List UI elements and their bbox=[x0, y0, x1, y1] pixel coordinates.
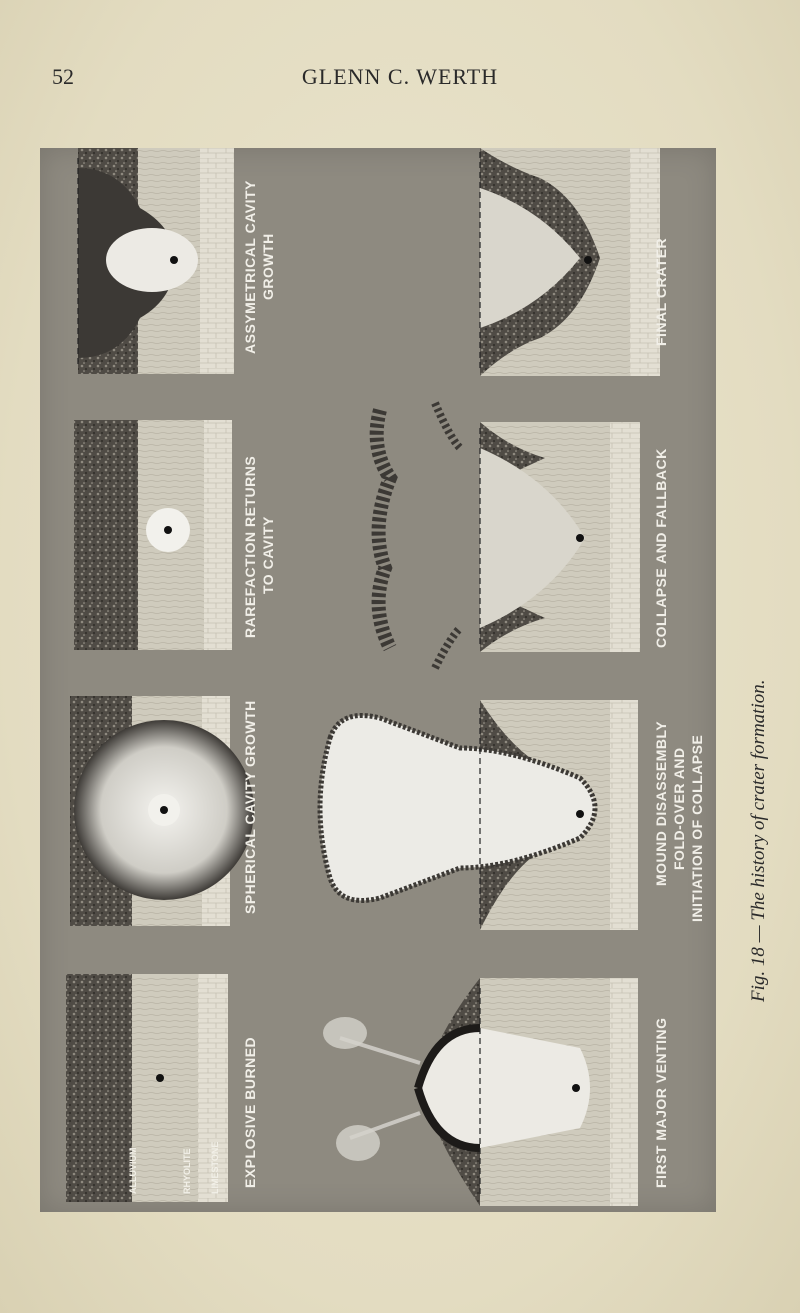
panel-7-label: COLLAPSE AND FALLBACK bbox=[653, 448, 669, 648]
panel-2-label: SPHERICAL CAVITY GROWTH bbox=[242, 700, 258, 914]
panel-2-spherical-cavity bbox=[70, 696, 254, 926]
panel-3-rarefaction bbox=[74, 420, 232, 650]
figure-plate bbox=[40, 148, 716, 1212]
crater-formation-illustration bbox=[40, 148, 716, 1212]
legend-rhyolite: RHYOLITE bbox=[182, 1148, 192, 1194]
panel-4-asymmetrical-cavity bbox=[78, 148, 234, 374]
running-head: GLENN C. WERTH bbox=[301, 64, 499, 89]
panel-6-mound-disassembly bbox=[320, 700, 638, 930]
panel-3-label: RAREFACTION RETURNS TO CAVITY bbox=[242, 455, 276, 638]
panel-8-label: FINAL CRATER bbox=[653, 237, 669, 346]
panel-7-collapse-fallback bbox=[377, 403, 640, 668]
panel-1-label: EXPLOSIVE BURNED bbox=[242, 1036, 258, 1188]
panel-5-label: FIRST MAJOR VENTING bbox=[653, 1017, 669, 1188]
legend-alluvium: ALLUVIUM bbox=[128, 1147, 138, 1194]
legend-limestone: LIMESTONE bbox=[210, 1141, 220, 1194]
panel-8-final-crater bbox=[480, 148, 660, 376]
panel-1-explosive-burned bbox=[66, 974, 228, 1202]
figure-caption: Fig. 18 — The history of crater formation. bbox=[748, 679, 769, 1002]
panel-4-label: ASSYMETRICAL CAVITY GROWTH bbox=[242, 180, 276, 354]
panel-6-label: MOUND DISASSEMBLY FOLD-OVER AND INITIATION OF COLLAPSE bbox=[653, 721, 705, 922]
page-number: 52 bbox=[52, 64, 74, 89]
panel-5-first-venting bbox=[323, 978, 638, 1206]
